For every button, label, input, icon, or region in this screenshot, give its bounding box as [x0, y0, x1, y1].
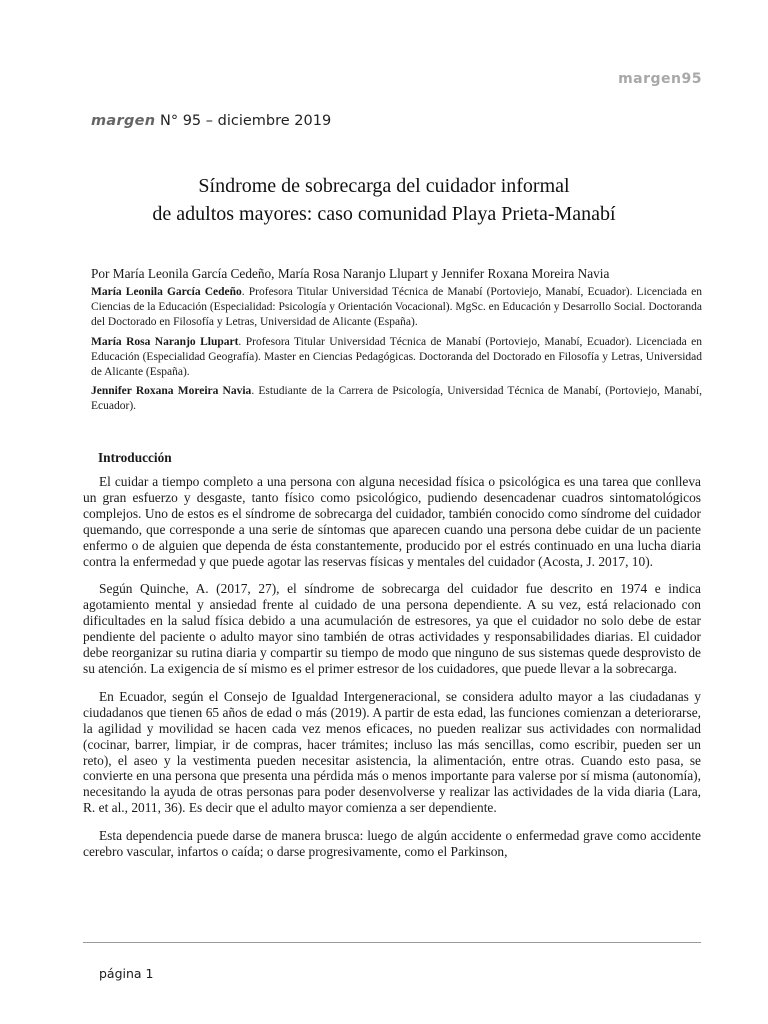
article-title	[60, 172, 708, 228]
author-name: María Rosa Naranjo Llupart	[91, 335, 239, 348]
title-line-2: de adultos mayores: caso comunidad Playa Prieta-Manabí	[152, 203, 616, 225]
footer-divider	[83, 942, 701, 943]
paragraph: Según Quinche, A. (2017, 27), el síndrome de sobrecarga del cuidador fue descrito en 1974 e indica agotamiento mental y ansiedad frente al cuidado de una persona dependiente. A su vez, está relacionado con dificultades en la salud física debido a una acumulación de estresores, ya que el cuidador no solo debe de estar pendiente del paciente o adulto mayor sino también de otras actividades y responsabilidades diarias. El cuidador debe reorganizar su rutina diaria y compartir su tiempo de modo que ninguno de sus sistemas quede desprovisto de su atención. La exigencia de sí mismo es el primer estresor de los cuidadores, que puede llevar a la sobrecarga.	[83, 581, 701, 676]
page-number: página 1	[99, 966, 154, 981]
author-name: María Leonila García Cedeño	[91, 286, 242, 298]
author-bio	[91, 384, 702, 414]
author-name: Jennifer Roxana Moreira Navia	[91, 385, 252, 398]
author-bio	[91, 335, 702, 381]
section-heading: Introducción	[98, 450, 172, 465]
journal-brand: margen95	[618, 71, 702, 87]
author-bio-text: . Profesora Titular Universidad Técnica de Manabí (Portoviejo, Manabí, Ecuador). Licenciada en Educación (Especialidad Geografía). Master en Ciencias Pedagógicas. Doctoranda del Doctorado en Filosofía y Letras, Universidad de Alicante (España).	[91, 335, 702, 379]
author-bios	[91, 285, 702, 419]
author-bio-text: . Estudiante de la Carrera de Psicología, Universidad Técnica de Manabí, (Portoviejo, Manabí, Ecuador).	[91, 385, 702, 413]
paragraph: El cuidar a tiempo completo a una persona con alguna necesidad física o psicológica es una tarea que conlleva un gran esfuerzo y desgaste, tanto físico como psicológico, pudiendo desencadenar cuadros sintomatológicos complejos. Uno de estos es el síndrome de sobrecarga del cuidador, también conocido como síndrome del cuidador quemando, que corresponde a una serie de síntomas que aparecen cuando una persona debe cuidar de un paciente enfermo o de alguien que dependa de ésta constantemente, producido por el estrés continuado en una lucha diaria contra la enfermedad y que puede agotar las reservas físicas y mentales del cuidador (Acosta, J. 2017, 10).	[83, 474, 701, 569]
author-bio-text: . Profesora Titular Universidad Técnica de Manabí (Portoviejo, Manabí, Ecuador). Licenciada en Ciencias de la Educación (Especialidad: Psicología y Orientación Vocacional). MgSc. en Educación y Desarrollo Social. Doctoranda del Doctorado en Filosofía y Letras, Universidad de Alicante (España).	[91, 286, 702, 329]
issue-line	[91, 113, 331, 129]
article-body	[83, 474, 701, 872]
author-bio	[91, 285, 702, 331]
title-line-1: Síndrome de sobrecarga del cuidador informal	[198, 175, 570, 197]
paragraph: Esta dependencia puede darse de manera brusca: luego de algún accidente o enfermedad grave como accidente cerebro vascular, infartos o caída; o darse progresivamente, como el Parkinson,	[83, 828, 701, 860]
author-byline: Por María Leonila García Cedeño, María Rosa Naranjo Llupart y Jennifer Roxana Moreira Navia	[91, 266, 610, 281]
journal-logo: margen	[91, 113, 156, 129]
issue-text: N° 95 – diciembre 2019	[155, 113, 332, 129]
paragraph: En Ecuador, según el Consejo de Igualdad Intergeneracional, se considera adulto mayor a las ciudadanas y ciudadanos que tienen 65 años de edad o más (2019). A partir de esta edad, las funciones comienzan a deteriorarse, la agilidad y movilidad se hacen cada vez menos eficaces, no pueden realizar sus actividades con normalidad (cocinar, barrer, limpiar, ir de compras, hacer trámites; incluso las más sencillas, como escribir, pueden ser un reto), el aseo y la vestimenta pueden necesitar asistencia, la alimentación, entre otras. Cuando esto pasa, se convierte en una persona que presenta una pérdida más o menos importante para valerse por sí misma (autonomía), necesitando la ayuda de otras personas para poder desenvolverse y realizar las actividades de la vida diaria (Lara, R. et al., 2011, 36). Es decir que el adulto mayor comienza a ser dependiente.	[83, 688, 701, 816]
